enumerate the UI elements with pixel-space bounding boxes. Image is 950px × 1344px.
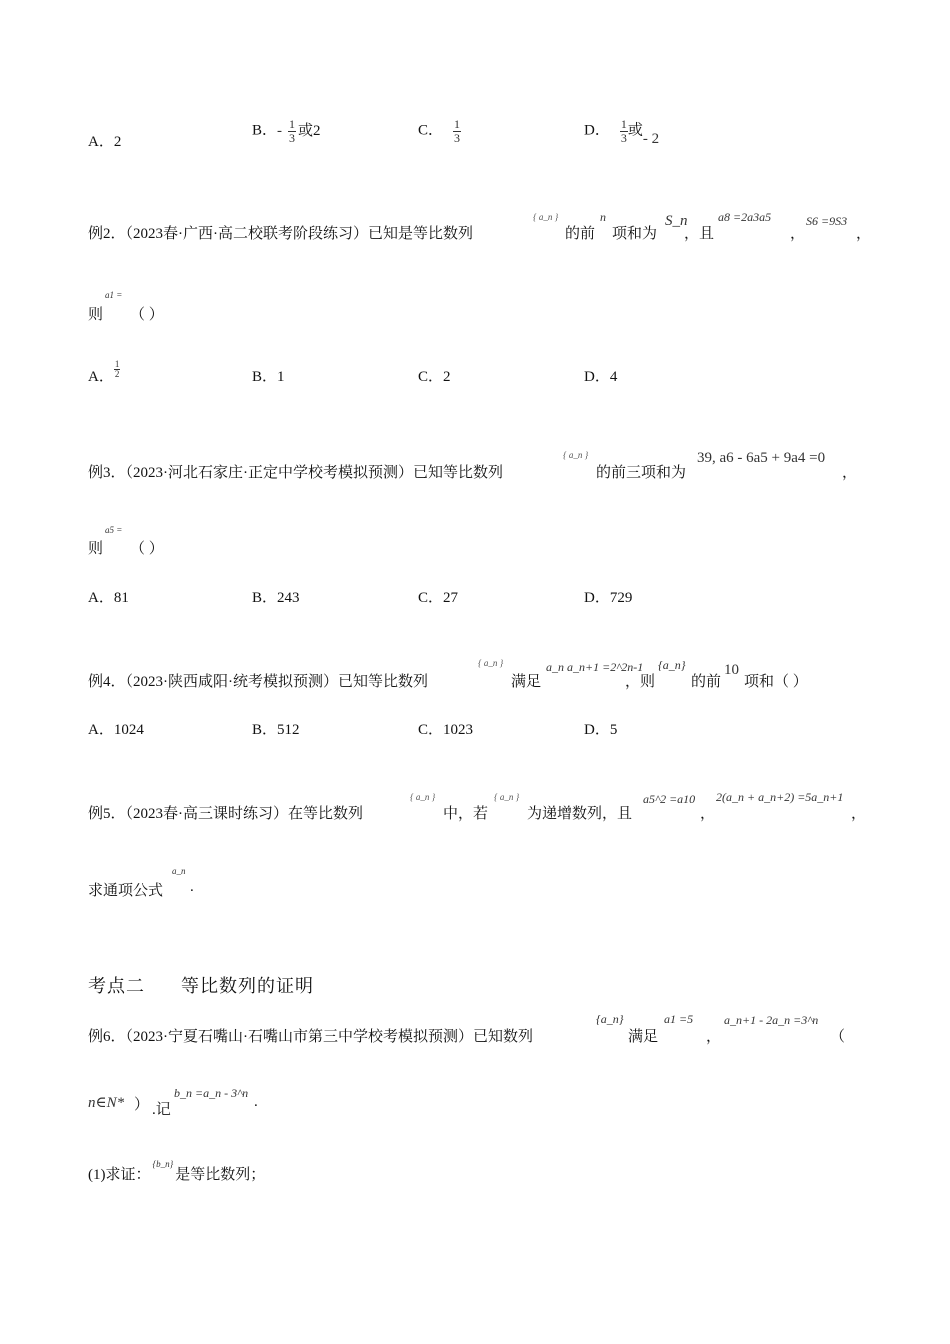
q1-option-c-prefix: C． [418,122,444,139]
example-2-option-b: B．1 [252,369,285,385]
example-6-open-paren: （ [830,1029,846,1045]
example-5-mid2: 为递增数列，且 [527,806,633,822]
example-4-option-b: B．512 [252,722,300,738]
q1-option-b-tail: 或2 [298,122,321,139]
example-6-part-1-end: 是等比数列； [175,1167,266,1183]
example-6-bn-definition: b_n =a_n - 3^n [174,1086,249,1100]
example-6-source: （2023·宁夏石嘴山·石嘴山市第三中学校考模拟预测）已知数列 [125,1029,534,1045]
example-4-end: 项和（ ） [744,674,808,690]
example-4-seq2: {a_n} [658,658,686,672]
example-6-condition-2: a_n+1 - 2a_n =3^n [724,1013,819,1027]
q1-option-d-numerator: 1 [620,117,627,131]
q1-option-d [584,117,660,147]
example-2-comma: ， [790,226,806,242]
example-3-end: ， [842,465,858,481]
example-2-condition-2: S6 =9S3 [806,214,848,228]
example-6-comma: ， [706,1029,722,1045]
example-2-a1: a1 = [105,290,123,300]
example-5-seq2: { a_n } [494,792,520,802]
example-4-label: 例4． [88,674,126,690]
q1-option-c-numerator: 1 [454,117,461,131]
q1-option-b-minus: - [277,122,283,139]
example-2-sn: S_n [665,213,688,229]
example-2-option-a-fraction [114,360,121,380]
q1-option-d-tail: 或 [627,122,643,139]
example-5-end: ， [851,806,867,822]
example-2-mid3: ，且 [684,226,715,242]
example-3-option-c: C．27 [418,590,459,606]
example-3-then: 则 [88,541,104,557]
example-5-condition-1: a5^2 =a10 [643,792,696,806]
example-6-domain: n∈N* [88,1095,125,1111]
example-5-mid: 中，若 [443,806,489,822]
example-3-source: （2023·河北石家庄·正定中学校考模拟预测）已知等比数列 [125,465,504,481]
q1-option-b-fraction [288,118,296,144]
example-3-option-b: B．243 [252,590,300,606]
example-3-option-a: A．81 [88,590,129,606]
example-2-option-a [88,358,120,388]
example-3-condition: 39, a6 - 6a5 + 9a4 =0 [697,450,826,466]
example-4-condition: a_n a_n+1 =2^2n-1 [546,660,644,674]
example-6-part-1-seq: {b_n} [152,1159,174,1169]
example-6-label: 例6． [88,1029,126,1045]
example-3-paren: （ ） [130,541,164,557]
example-5-seq: { a_n } [410,792,436,802]
section-title: 考点二 [88,976,145,997]
example-6-seq: {a_n} [596,1012,624,1026]
example-2-option-a-label: A． [88,369,114,385]
example-5-comma: ， [700,806,716,822]
q1-option-d-denominator: 3 [620,130,627,145]
example-4-stem [88,670,428,691]
section-heading [88,972,314,998]
example-4-seq: { a_n } [478,658,504,668]
section-subtitle: 等比数列的证明 [181,976,314,997]
example-6-part-1-prefix: (1)求证： [88,1167,151,1183]
example-4-option-c: C．1023 [418,722,474,738]
q1-option-c [418,118,461,144]
example-3-stem [88,461,503,482]
example-6-period: . [254,1094,258,1110]
example-2-stem [88,222,473,243]
example-2-source: （2023春·广西·高二校联考阶段练习）已知是等比数列 [125,226,474,242]
q1-option-d-negative: - 2 [642,130,660,147]
example-6-condition-1: a1 =5 [664,1012,694,1026]
q1-option-c-denominator: 3 [454,130,461,145]
example-5-an: a_n [172,866,186,876]
example-5-label: 例5． [88,806,126,822]
example-3-option-d: D．729 [584,590,633,606]
q1-option-b [252,118,321,144]
q1-option-d-fraction [620,118,628,144]
example-4-option-d: D．5 [584,722,618,738]
example-5-stem [88,802,363,823]
example-2-end: ， [856,226,872,242]
example-3-a5: a5 = [105,525,123,535]
example-5-ask: 求通项公式 [88,883,164,899]
example-4-mid3: 的前 [691,674,722,690]
example-2-option-c: C．2 [418,369,451,385]
q1-option-b-numerator: 1 [289,117,296,131]
example-3-mid: 的前三项和为 [596,465,687,481]
example-2-label: 例2． [88,226,126,242]
example-5-period: . [190,879,194,895]
example-2-seq: { a_n } [533,212,559,222]
example-3-label: 例3． [88,465,126,481]
example-3-seq: { a_n } [563,450,589,460]
example-6-stem [88,1025,533,1046]
q1-option-b-prefix: B． [252,122,278,139]
example-2-mid2: 项和为 [612,226,658,242]
example-6-close-paren: ） [134,1097,150,1113]
q1-option-d-prefix: D． [584,122,610,139]
q1-option-a: A．2 [88,134,122,150]
example-2-option-d: D．4 [584,369,618,385]
example-5-condition-2: 2(a_n + a_n+2) =5a_n+1 [716,790,844,804]
example-2-option-a-numerator: 1 [114,358,120,369]
example-4-mid: 满足 [511,674,542,690]
example-2-option-a-denominator: 2 [114,369,120,380]
example-6-record: .记 [152,1102,171,1118]
example-4-ten: 10 [724,662,739,678]
example-2-then: 则 [88,307,104,323]
q1-option-b-denominator: 3 [289,130,296,145]
example-6-part-1 [88,1159,266,1184]
example-4-option-a: A．1024 [88,722,144,738]
example-2-condition-1: a8 =2a3a5 [718,210,772,224]
q1-option-c-fraction [453,118,461,144]
example-5-source: （2023春·高三课时练习）在等比数列 [125,806,364,822]
example-4-mid2: ，则 [625,674,656,690]
example-2-paren: （ ） [130,307,164,323]
example-6-mid: 满足 [628,1029,659,1045]
example-2-mid1: 的前 [565,226,596,242]
example-2-n: n [600,210,606,224]
example-4-source: （2023·陕西咸阳·统考模拟预测）已知等比数列 [125,674,429,690]
